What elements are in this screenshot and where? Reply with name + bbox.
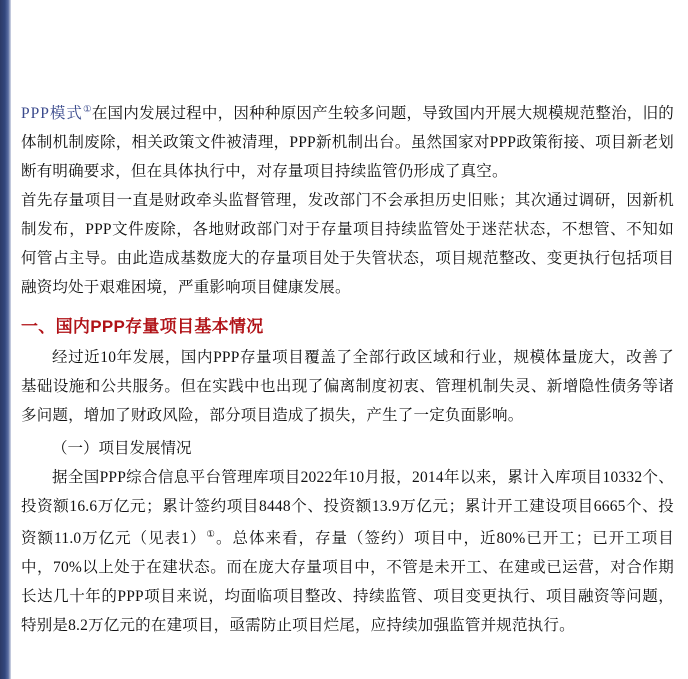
section-heading-1: 一、国内PPP存量项目基本情况: [21, 317, 264, 337]
lead-term: PPP模式: [21, 105, 83, 123]
decorative-gutter-bar: [0, 0, 11, 679]
paragraph-4-before: 据全国PPP综合信息平台管理库项目2022年10月报，2014年以来，累计入库项目10332个、投资额16.6万亿元；累计签约项目8448个、投资额13.9万亿元；累计开工建设项目6665个、投资额11.0万亿元（见表1）: [21, 469, 674, 548]
footnote-marker-2: ①: [206, 530, 216, 541]
paragraph-intro: [11, 96, 688, 186]
paragraph-3: 经过近10年发展，国内PPP存量项目覆盖了全部行政区域和行业，规模体量庞大，改善了基础设施和公共服务。但在实践中也出现了偏离制度初衷、管理机制失灵、新增隐性债务等诸多问题，增加了财政风险，部分项目造成了损失，产生了一定负面影响。: [21, 349, 674, 425]
paragraph-4: [11, 463, 688, 640]
paragraph-intro-text: 在国内发展过程中，因种种原因产生较多问题，导致国内开展大规模规范整治，旧的体制机制废除，相关政策文件被清理，PPP新机制出台。虽然国家对PPP政策衔接、项目新老划断有明确要求，但在具体执行中，对存量项目持续监管仍形成了真空。: [21, 105, 675, 181]
subsection-heading-1: （一）项目发展情况: [52, 440, 192, 458]
paragraph-4-after: 。总体来看，存量（签约）项目中，近80%已开工；已开工项目中，70%以上处于在建状态。而在庞大存量项目中，不管是未开工、在建或已运营，对合作期长达几十年的PPP项目来说，均面临项目整改、持续监管、项目变更执行、项目融资等问题，特别是8.2万亿元的在建项目，亟需防止项目烂尾，应持续加强监管并规范执行。: [21, 530, 675, 635]
paragraph-2: 首先存量项目一直是财政牵头监督管理，发改部门不会承担历史旧账；其次通过调研，因新机制发布，PPP文件废除，各地财政部门对于存量项目持续监管处于迷茫状态，不想管、不知如何管占主导。由此造成基数庞大的存量项目处于失管状态，项目规范整改、变更执行包括项目融资均处于艰难困境，严重影响项目健康发展。: [21, 192, 674, 297]
footnote-marker-1: ①: [82, 105, 92, 115]
document-content: [11, 0, 688, 679]
